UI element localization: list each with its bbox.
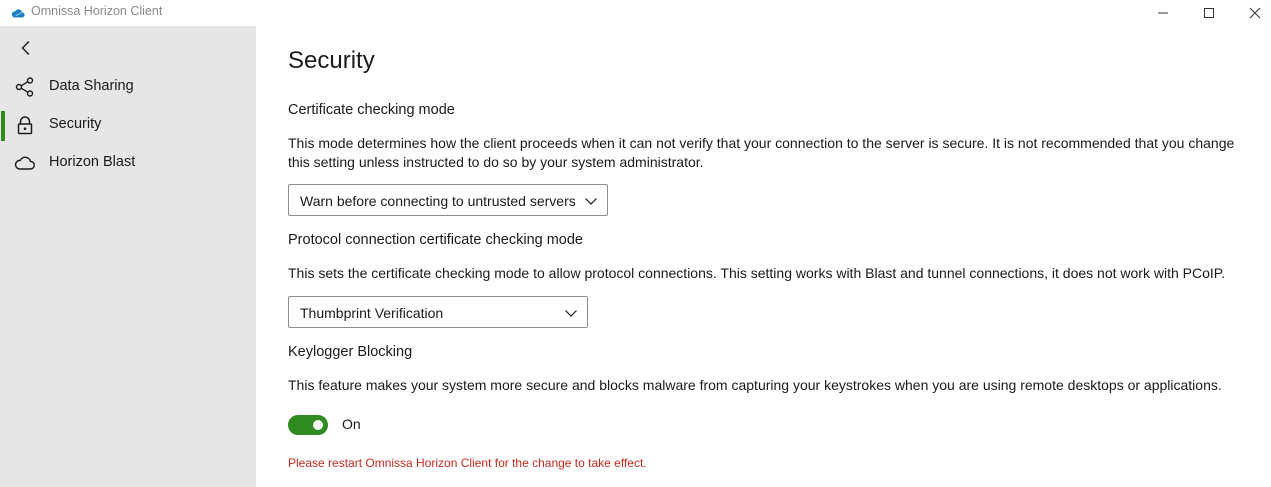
cert-mode-dropdown[interactable] [288,184,608,216]
dropdown-selected-value: Warn before connecting to untrusted servers [300,193,576,209]
sidebar [0,26,256,487]
horizon-cloud-logo-icon [11,6,25,18]
cert-mode-title: Certificate checking mode [288,102,455,118]
back-button[interactable] [12,35,40,61]
keylogger-description: This feature makes your system more secure and blocks malware from capturing your keystrokes when you are using remote desktops or applications. [288,377,1222,393]
sidebar-item-label: Security [49,116,102,132]
minimize-icon [1157,7,1169,19]
share-icon [14,76,36,98]
cert-mode-description: This mode determines how the client proceeds when it can not verify that your connection to the server is secure. It is not recommended that you change this setting unless instructed to do so by your system administrator. [288,135,1235,170]
minimize-button[interactable] [1140,0,1186,26]
protocol-mode-description: This sets the certificate checking mode to allow protocol connections. This setting works with Blast and tunnel connections, it does not work with PCoIP. [288,265,1226,281]
protocol-mode-dropdown[interactable] [288,296,588,328]
chevron-down-icon [564,306,578,320]
toggle-knob [313,420,323,430]
maximize-icon [1203,7,1215,19]
chevron-left-icon [18,40,34,56]
dropdown-selected-value: Thumbprint Verification [300,305,444,321]
maximize-button[interactable] [1186,0,1232,26]
selected-indicator [1,111,5,141]
keylogger-toggle[interactable] [288,415,328,435]
close-button[interactable] [1232,0,1271,26]
title-bar [0,0,1271,26]
chevron-down-icon [584,194,598,208]
window-title: Omnissa Horizon Client [31,4,163,18]
sidebar-item-label: Data Sharing [49,78,134,94]
main-content [256,26,1271,487]
sidebar-item-data-sharing[interactable] [0,68,256,106]
lock-icon [14,114,36,136]
protocol-mode-title: Protocol connection certificate checking mode [288,232,583,248]
restart-warning: Please restart Omnissa Horizon Client for the change to take effect. [288,456,647,470]
toggle-state-label: On [342,416,361,432]
keylogger-title: Keylogger Blocking [288,344,413,360]
page-title: Security [288,47,375,74]
sidebar-item-security[interactable] [0,106,256,144]
sidebar-item-horizon-blast[interactable] [0,144,256,182]
sidebar-item-label: Horizon Blast [49,154,136,170]
close-icon [1249,7,1261,19]
cloud-icon [14,152,36,174]
